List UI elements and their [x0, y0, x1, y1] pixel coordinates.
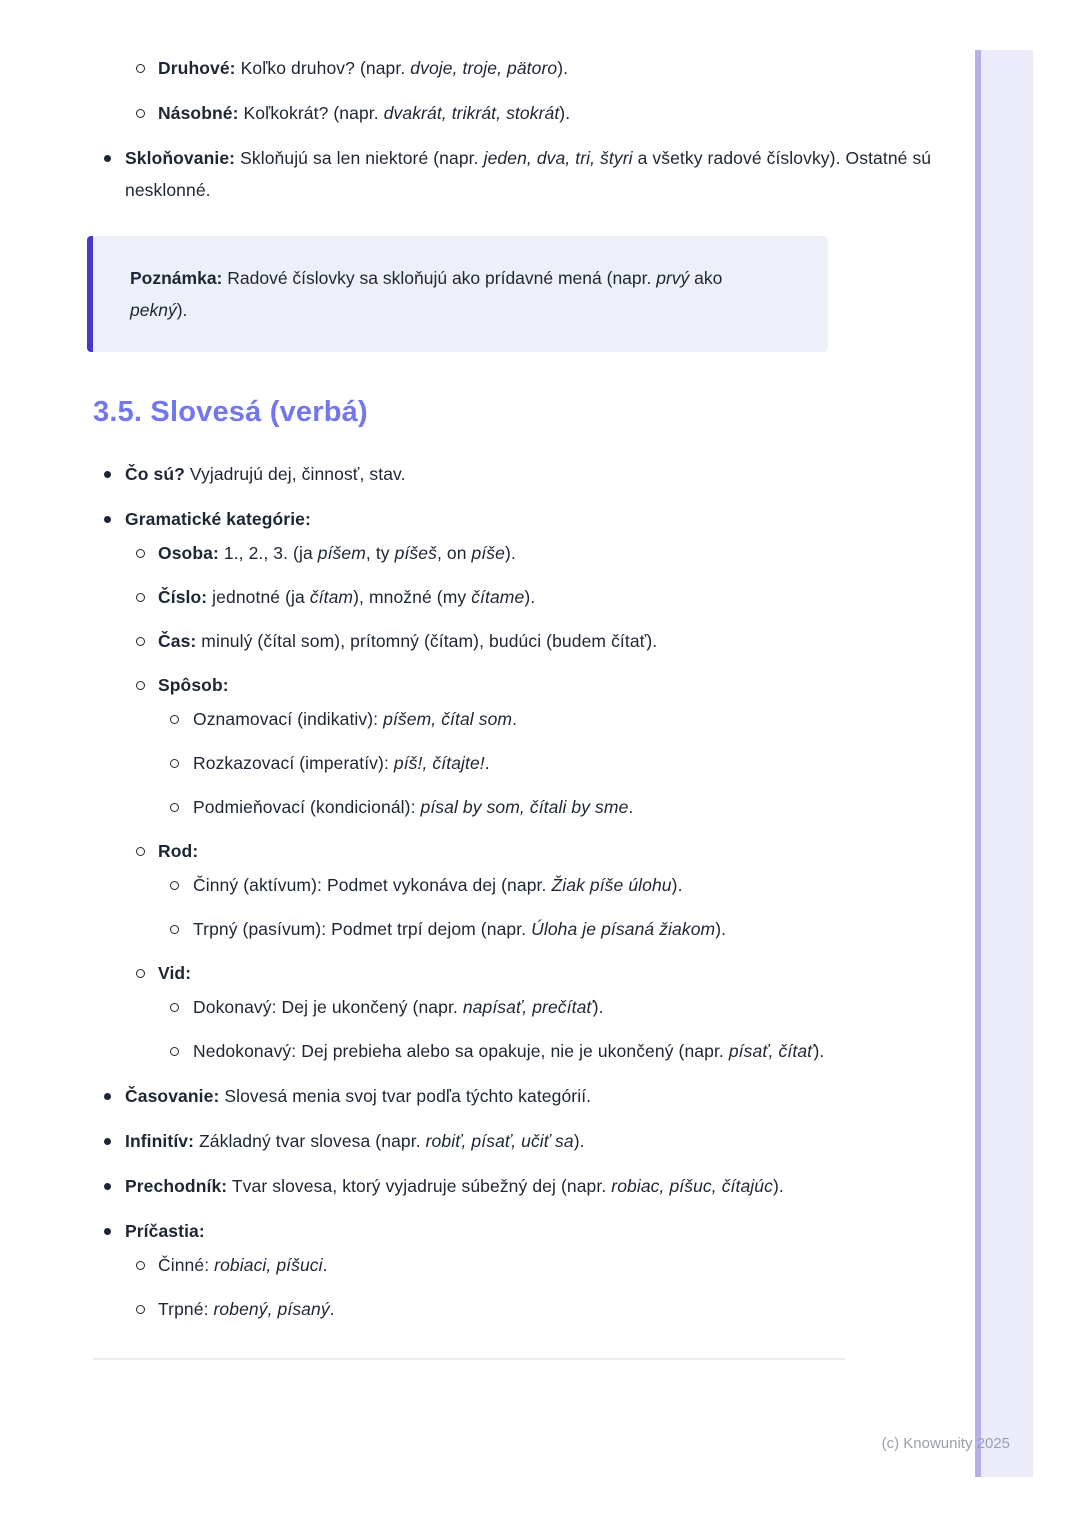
nested-list: [0, 537, 975, 1067]
list-item: [0, 1249, 975, 1281]
text-segment: Koľko druhov? (napr.: [235, 58, 411, 78]
list-item-text: [158, 631, 657, 651]
list-item-row: [0, 1170, 975, 1202]
text-segment-bold: Násobné:: [158, 103, 239, 123]
text-segment: 1., 2., 3. (ja: [218, 543, 318, 563]
list-item-row: [0, 869, 975, 901]
bullet-circle-icon: [136, 847, 145, 856]
text-segment: ).: [573, 1131, 585, 1151]
list-item-row: [0, 991, 975, 1023]
list-item-text: [125, 1176, 784, 1196]
text-segment: minulý (čítal som), prítomný (čítam), budúci (budem čítať).: [196, 631, 658, 651]
text-segment-bold: Skloňovanie:: [125, 148, 236, 168]
text-segment: ).: [505, 543, 516, 563]
list-item-row: [0, 458, 975, 490]
text-segment-bold: Infinitív:: [125, 1131, 195, 1151]
text-segment: ).: [813, 1041, 825, 1061]
text-segment-bold: Časovanie:: [125, 1086, 220, 1106]
list-item-text: [193, 1041, 824, 1061]
text-segment: a všetky radové číslovky). Ostatné sú nesklonné.: [125, 148, 932, 200]
page-edge-strip: [975, 50, 1033, 1477]
text-segment: Základný tvar slovesa (napr.: [194, 1131, 426, 1151]
text-segment-italic: prvý: [656, 268, 690, 288]
text-segment: .: [322, 1255, 328, 1275]
list-item-row: [0, 957, 975, 989]
text-segment-bold: Druhové:: [158, 58, 236, 78]
list-item: [0, 1170, 975, 1202]
text-segment-italic: píšem: [317, 543, 366, 563]
bullet-circle-icon: [170, 1047, 179, 1056]
page-edge-line: [975, 50, 981, 1477]
text-segment-italic: napísať, prečítať: [462, 997, 593, 1017]
text-segment: Činný (aktívum): Podmet vykonáva dej (napr.: [193, 875, 552, 895]
text-segment: ).: [671, 875, 683, 895]
text-segment: ).: [592, 997, 604, 1017]
list-item: [0, 913, 975, 945]
text-segment-italic: píšeš: [394, 543, 437, 563]
text-segment-bold: Vid:: [158, 963, 192, 983]
list-item-row: [0, 1035, 975, 1067]
list-item-text: [193, 919, 726, 939]
text-segment: Tvar slovesa, ktorý vyjadruje súbežný dej (napr.: [227, 1176, 612, 1196]
text-segment: .: [484, 753, 490, 773]
text-segment-bold: Rod:: [158, 841, 199, 861]
list-item: [0, 669, 975, 823]
list-item: [0, 869, 975, 901]
list-item-row: [0, 835, 975, 867]
text-segment-bold: Osoba:: [158, 543, 219, 563]
list-item: [0, 97, 975, 129]
nested-list: [0, 991, 975, 1067]
list-item: [0, 703, 975, 735]
list-item: [0, 142, 975, 206]
text-segment: Trpný (pasívum): Podmet trpí dejom (napr.: [193, 919, 532, 939]
list-item-text: [193, 875, 683, 895]
list-item: [0, 835, 975, 945]
list-item: [0, 957, 975, 1067]
text-segment: Radové číslovky sa skloňujú ako prídavné mená (napr.: [222, 268, 657, 288]
bullet-circle-icon: [170, 925, 179, 934]
text-segment-italic: písať, čítať: [728, 1041, 814, 1061]
bullet-circle-icon: [136, 1261, 145, 1270]
list-item-text: [158, 1255, 328, 1275]
text-segment: , ty: [365, 543, 395, 563]
bullet-disc-icon: [104, 1093, 111, 1100]
list-item-text: [193, 997, 604, 1017]
list-item: [0, 747, 975, 779]
text-segment: Slovesá menia svoj tvar podľa týchto kategórií.: [219, 1086, 592, 1106]
list-item-row: [0, 97, 975, 129]
text-segment: Činné:: [158, 1255, 215, 1275]
bullet-circle-icon: [170, 881, 179, 890]
list-item-text: [125, 1131, 585, 1151]
text-segment-italic: písal by som, čítali by sme: [420, 797, 629, 817]
bullet-circle-icon: [136, 549, 145, 558]
text-segment-italic: píše: [471, 543, 505, 563]
text-segment: .: [512, 709, 518, 729]
list-item-text: [125, 509, 311, 529]
text-segment-bold: Gramatické kategórie:: [125, 509, 311, 529]
text-segment-italic: dvoje, troje, pätoro: [410, 58, 558, 78]
list-item-text: [158, 103, 570, 123]
text-segment: Podmieňovací (kondicionál):: [193, 797, 421, 817]
bullet-circle-icon: [136, 64, 145, 73]
text-segment: jednotné (ja: [207, 587, 310, 607]
text-segment: ).: [715, 919, 727, 939]
list-item-row: [0, 1080, 975, 1112]
bullet-circle-icon: [136, 1305, 145, 1314]
text-segment-italic: Úloha je písaná žiakom: [531, 919, 716, 939]
bullet-disc-icon: [104, 155, 111, 162]
text-segment: Dokonavý: Dej je ukončený (napr.: [193, 997, 463, 1017]
text-segment-italic: píšem, čítal som: [383, 709, 513, 729]
list-item-row: [0, 913, 975, 945]
list-item-row: [0, 669, 975, 701]
note-box: [87, 236, 828, 352]
nested-list: [0, 703, 975, 823]
text-segment: Rozkazovací (imperatív):: [193, 753, 394, 773]
list-item-text: [125, 1221, 205, 1241]
list-item: [0, 1125, 975, 1157]
list-item-text: [158, 841, 198, 861]
text-segment-italic: robiac, píšuc, čítajúc: [611, 1176, 773, 1196]
nested-list: [0, 869, 975, 945]
list-item-text: [158, 543, 516, 563]
list-item-text: [125, 1086, 591, 1106]
text-segment-bold: Poznámka:: [130, 268, 223, 288]
list-item-text: [158, 587, 535, 607]
list-item-row: [0, 142, 975, 206]
text-segment-italic: pekný: [130, 300, 177, 320]
list-item-row: [0, 1293, 975, 1325]
list-item-row: [0, 503, 975, 535]
text-segment-italic: robiť, písať, učiť sa: [425, 1131, 574, 1151]
list-item: [0, 1215, 975, 1325]
list-item: [0, 625, 975, 657]
text-segment-italic: jeden, dva, tri, štyri: [483, 148, 633, 168]
list-item: [0, 581, 975, 613]
text-segment-bold: Čas:: [158, 631, 197, 651]
text-segment: Trpné:: [158, 1299, 214, 1319]
list-item-row: [0, 581, 975, 613]
text-segment-bold: Spôsob:: [158, 675, 229, 695]
list-item-row: [0, 791, 975, 823]
list-item: [0, 1293, 975, 1325]
text-segment-italic: robený, písaný: [213, 1299, 330, 1319]
list-item-row: [0, 703, 975, 735]
document-content: [0, 52, 975, 1360]
list-item: [0, 537, 975, 569]
text-segment: ako: [689, 268, 723, 288]
bullet-circle-icon: [136, 637, 145, 646]
text-segment: Nedokonavý: Dej prebieha alebo sa opakuje, nie je ukončený (napr.: [193, 1041, 729, 1061]
list-item-row: [0, 625, 975, 657]
bullet-disc-icon: [104, 1183, 111, 1190]
bullet-disc-icon: [104, 471, 111, 478]
list-item: [0, 503, 975, 1067]
list-item: [0, 1080, 975, 1112]
text-segment-italic: píš!, čítajte!: [393, 753, 485, 773]
text-segment: ).: [176, 300, 188, 320]
list-item-row: [0, 747, 975, 779]
text-segment-italic: Žiak píše úlohu: [551, 875, 672, 895]
text-segment-italic: dvakrát, trikrát, stokrát: [383, 103, 560, 123]
list-item-row: [0, 1215, 975, 1247]
list-item-text: [125, 464, 406, 484]
text-segment: .: [628, 797, 634, 817]
bullet-circle-icon: [136, 969, 145, 978]
list-item-text: [193, 753, 490, 773]
text-segment: Koľkokrát? (napr.: [238, 103, 384, 123]
text-segment-bold: Číslo:: [158, 587, 208, 607]
list-item-text: [158, 675, 229, 695]
text-segment: ).: [559, 103, 571, 123]
text-segment: ).: [524, 587, 536, 607]
text-segment: , on: [436, 543, 472, 563]
section-heading: 3.5. Slovesá (verbá): [93, 396, 368, 428]
list-item-text: [193, 797, 633, 817]
list-item-text: [158, 58, 568, 78]
list-item-text: [193, 709, 517, 729]
list-item-row: [0, 1249, 975, 1281]
bullet-circle-icon: [136, 593, 145, 602]
list-item-text: [125, 148, 931, 200]
footer-text: (c) Knowunity 2025: [881, 1435, 1010, 1452]
list-item-row: [0, 1125, 975, 1157]
bullet-circle-icon: [170, 759, 179, 768]
page-footer: [0, 1434, 1010, 1454]
bullet-circle-icon: [170, 803, 179, 812]
bullet-circle-icon: [136, 109, 145, 118]
text-segment: Skloňujú sa len niektoré (napr.: [235, 148, 484, 168]
bullet-disc-icon: [104, 1228, 111, 1235]
text-segment: Oznamovací (indikativ):: [193, 709, 384, 729]
list-item-row: [0, 52, 975, 84]
footer-divider: [93, 1358, 845, 1360]
text-segment: .: [329, 1299, 335, 1319]
text-segment: Vyjadrujú dej, činnosť, stav.: [184, 464, 406, 484]
bullet-circle-icon: [170, 715, 179, 724]
text-segment-italic: robiaci, píšuci: [214, 1255, 323, 1275]
list-item-row: [0, 537, 975, 569]
list-item: [0, 52, 975, 84]
bullet-circle-icon: [136, 681, 145, 690]
text-segment-bold: Príčastia:: [125, 1221, 205, 1241]
list-item-text: [158, 963, 191, 983]
list-item: [0, 991, 975, 1023]
text-segment-bold: Prechodník:: [125, 1176, 228, 1196]
text-segment-italic: čítam: [309, 587, 354, 607]
nested-list: [0, 1249, 975, 1325]
text-segment: ).: [772, 1176, 784, 1196]
list-item: [0, 1035, 975, 1067]
bullet-circle-icon: [170, 1003, 179, 1012]
bullet-disc-icon: [104, 516, 111, 523]
text-segment-italic: čítame: [471, 587, 525, 607]
list-item: [0, 458, 975, 490]
bullet-disc-icon: [104, 1138, 111, 1145]
text-segment: ), množné (my: [353, 587, 472, 607]
text-segment: ).: [557, 58, 569, 78]
list-item: [0, 791, 975, 823]
list-item-text: [158, 1299, 335, 1319]
text-segment-bold: Čo sú?: [125, 464, 185, 484]
